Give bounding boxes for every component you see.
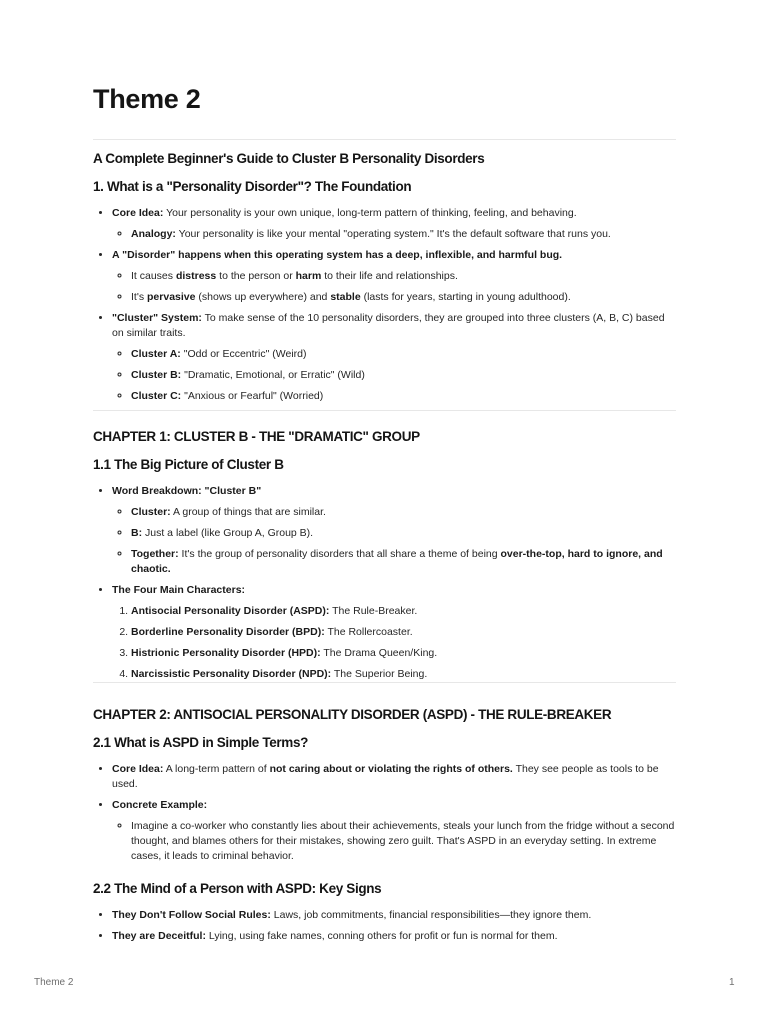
list-item: • "Cluster" System: To make sense of the 10 personality disorders, they are grouped into three clusters (A, B, C) based on similar traits. ◦ Cluster A: "Odd or Eccentric" (Weird) ◦ Cluster B: "Dramatic, Emotional, or Erratic" (Wild) ◦ Cluster C: "Anxious or Fearful" (Worried): [112, 311, 676, 404]
list-item: ◦ Cluster A: "Odd or Eccentric" (Weird): [131, 347, 676, 362]
list-item: ◦ Imagine a co-worker who constantly lies about their achievements, steals your lunch from the fridge without a second thought, and blames others for their mistakes, showing zero guilt. That's ASPD in an everyday setting. In extreme cases, it leads to criminal behavior.: [131, 819, 676, 864]
footer-title: Theme 2: [34, 977, 74, 988]
chapter-1-heading: CHAPTER 1: CLUSTER B - THE "DRAMATIC" GROUP: [93, 429, 420, 444]
list-item: • Core Idea: Your personality is your own unique, long-term pattern of thinking, feeling, and behaving. ◦ Analogy: Your personality is like your mental "operating system." It's the default software that runs you.: [112, 206, 676, 242]
list-item: ◦ It causes distress to the person or harm to their life and relationships.: [131, 269, 676, 284]
list-item: • A "Disorder" happens when this operating system has a deep, inflexible, and harmful bug. ◦ It causes distress to the person or harm to their life and relationships. ◦ It's pervasive (shows up everywhere) and stable (lasts for years, starting in young adulthood).: [112, 248, 676, 305]
section-1-heading: 1. What is a "Personality Disorder"? The Foundation: [93, 179, 412, 194]
list-item: • Concrete Example: ◦ Imagine a co-worker who constantly lies about their achievements, steals your lunch from the fridge without a second thought, and blames others for their mistakes, showing zero guilt. That's ASPD in an everyday setting. In extreme cases, it leads to criminal behavior.: [112, 798, 676, 864]
chapter-2-heading: CHAPTER 2: ANTISOCIAL PERSONALITY DISORDER (ASPD) - THE RULE-BREAKER: [93, 707, 612, 722]
list-item: • They are Deceitful: Lying, using fake names, conning others for profit or fun is normal for them.: [112, 929, 676, 944]
sub-list: [112, 505, 676, 577]
list-item: 2. Borderline Personality Disorder (BPD): The Rollercoaster.: [131, 625, 676, 640]
list-item: ◦ Cluster C: "Anxious or Fearful" (Worried): [131, 389, 676, 404]
list-item: ◦ It's pervasive (shows up everywhere) and stable (lasts for years, starting in young adulthood).: [131, 290, 676, 305]
list-item: 3. Histrionic Personality Disorder (HPD): The Drama Queen/King.: [131, 646, 676, 661]
list-item: ◦ B: Just a label (like Group A, Group B).: [131, 526, 676, 541]
sub-list: [112, 227, 676, 242]
list-item: • The Four Main Characters:: [112, 583, 676, 598]
document-body: [93, 150, 676, 944]
characters-list: [93, 604, 676, 682]
guide-heading: A Complete Beginner's Guide to Cluster B Personality Disorders: [93, 151, 485, 166]
list-item: • Word Breakdown: "Cluster B" ◦ Cluster: A group of things that are similar. ◦ B: Just a label (like Group A, Group B). ◦ Together: It's the group of personality disorders that all share a theme of being over-the-top, hard to ignore, and chaotic.: [112, 484, 676, 577]
section-1-list: [93, 206, 676, 404]
list-item: ◦ Cluster B: "Dramatic, Emotional, or Erratic" (Wild): [131, 368, 676, 383]
list-item: 1. Antisocial Personality Disorder (ASPD): The Rule-Breaker.: [131, 604, 676, 619]
list-item: • Core Idea: A long-term pattern of not caring about or violating the rights of others. They see people as tools to be used.: [112, 762, 676, 792]
list-item: ◦ Analogy: Your personality is like your mental "operating system." It's the default software that runs you.: [131, 227, 676, 242]
chapter-2-list-1: [93, 762, 676, 864]
chapter-2-list-2: [93, 908, 676, 944]
chapter-2-subheading-1: 2.1 What is ASPD in Simple Terms?: [93, 735, 309, 750]
chapter-1-list: [93, 484, 676, 598]
sub-list: [112, 347, 676, 404]
list-item: 4. Narcissistic Personality Disorder (NPD): The Superior Being.: [131, 667, 676, 682]
page-title: Theme 2: [93, 84, 201, 114]
page-number: 1: [729, 977, 735, 988]
list-item: ◦ Cluster: A group of things that are similar.: [131, 505, 676, 520]
sub-list: [112, 269, 676, 305]
divider: [93, 139, 676, 140]
list-item: ◦ Together: It's the group of personality disorders that all share a theme of being over-the-top, hard to ignore, and chaotic.: [131, 547, 676, 577]
list-item: • They Don't Follow Social Rules: Laws, job commitments, financial responsibilities—they ignore them.: [112, 908, 676, 923]
chapter-1-subheading: 1.1 The Big Picture of Cluster B: [93, 457, 284, 472]
sub-list: [112, 819, 676, 864]
chapter-2-subheading-2: 2.2 The Mind of a Person with ASPD: Key Signs: [93, 881, 382, 896]
